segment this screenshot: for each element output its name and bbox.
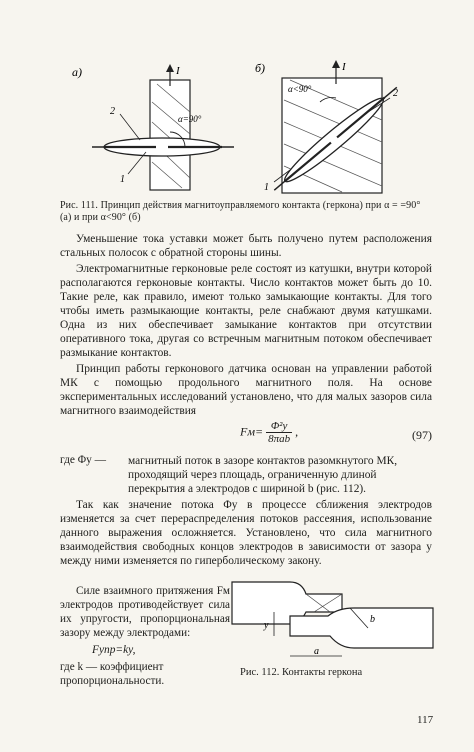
where-lead: где Φу — (60, 454, 107, 466)
paragraph-2: Электромагнитные герконовые реле состоят из катушки, внутри которой располагаются герконовые контакты. Число контактов может быть до 10. Такие реле, как правило, имеют только замыкающие контакты. Для того чтобы иметь размыкающие контакты, реле снабжают двумя катушками. Одна из них обеспечивает замыкание контактов при отсутствии оперативного тока, другая со встречным магнитным потоком обеспечивает размыкание контактов. (60, 263, 432, 359)
formula-97-expression (240, 420, 298, 445)
formula-97-fraction (266, 420, 292, 445)
fig111a-label-I: I (176, 65, 180, 77)
fig111b-angle: α<90° (288, 84, 312, 94)
figure-111b (250, 58, 430, 198)
figure-111a (62, 62, 237, 197)
formula-97-denominator: 8πab (268, 433, 291, 445)
paragraph-3: Принцип работы герконового датчика основан на управлении работой МК с помощью продольного магнитного поля. На основе экспериментальных исследований установлено, что для малых зазоров сила магнитного взаимодействия (60, 363, 432, 417)
fig111b-label-2: 2 (393, 88, 398, 99)
paragraph-4: Так как значение потока Φу в процессе сближения электродов изменяется за счет перераспределения потоков рассеяния, использование данного выражения осложняется. Установлено, что сила магнитного взаимодействия свободных концов электродов в зависимости от зазора y между ними изменяется по гиперболическому закону. (60, 499, 432, 567)
fig111a-label-2: 2 (110, 106, 115, 117)
fig111b-label-1: 1 (264, 182, 269, 193)
paragraph-5: Силе взаимного притяжения Fм электродов противодействует сила их упругости, пропорциональная зазору между электродами: (60, 585, 230, 639)
formula-97-numerator: Φ²у (266, 420, 292, 433)
fig112-label-y: y (264, 620, 269, 631)
figure-112 (230, 568, 435, 663)
fig111a-label-1: 1 (120, 174, 125, 185)
where-text: магнитный поток в зазоре контактов разомкнутого МК, проходящий через площадь, ограниченную длиной перекрытия a электродов с шириной b (рис. 112). (128, 455, 398, 495)
formula-97-number: (97) (412, 428, 432, 442)
figure-112-caption: Рис. 112. Контакты геркона (240, 667, 363, 678)
fig111a-angle: α=90° (178, 114, 202, 124)
fig111b-label-I: I (342, 61, 346, 73)
fig111b-label: б) (255, 61, 266, 75)
paragraph-1: Уменьшение тока уставки может быть получено путем расположения стальных полосок с обратной стороны шины. (60, 233, 432, 259)
figure-111-caption: Рис. 111. Принцип действия магнитоуправляемого контакта (геркона) при α = =90° (а) и при α<90° (б) (60, 200, 421, 223)
formula-97-comma: , (295, 424, 299, 439)
fig112-label-b: b (370, 614, 375, 625)
where-k: где k — коэффициент пропорциональности. (60, 661, 165, 687)
fig111a-label: а) (72, 65, 82, 79)
formula-elastic: Fупр=ky, (92, 644, 136, 656)
page-number: 117 (417, 714, 434, 726)
fig112-label-a: a (314, 646, 319, 657)
formula-97 (60, 420, 432, 450)
formula-97-lhs: Fм= (240, 424, 264, 439)
